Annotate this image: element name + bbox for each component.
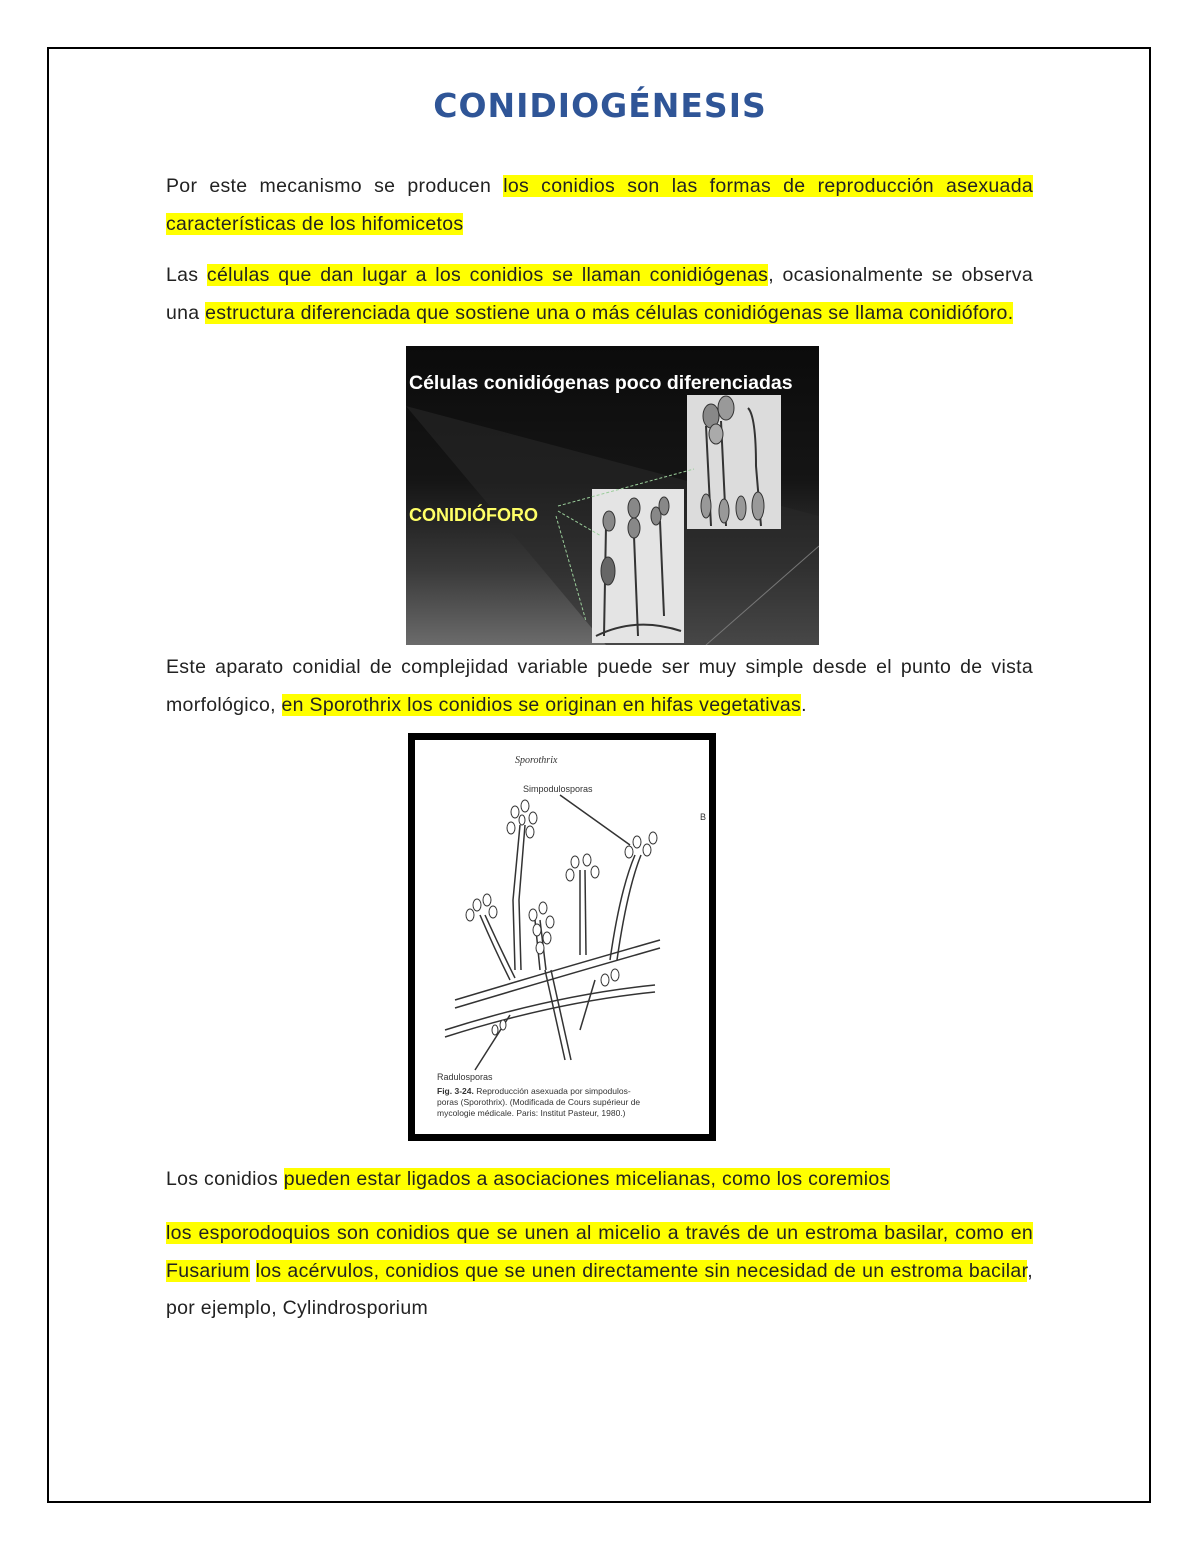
figure-2-caption-line-2: poras (Sporothrix). (Modificada de Cours supérieur de bbox=[437, 1097, 641, 1107]
p1-highlight: los conidios son las formas de reproducción asexuada características de los hifomicetos bbox=[166, 175, 1033, 235]
paragraph-4 bbox=[166, 1161, 1033, 1199]
p2-text-1: Las bbox=[166, 264, 207, 286]
figure-conidiogenous-cells bbox=[406, 346, 819, 645]
document-title: CONIDIOGÉNESIS bbox=[433, 86, 767, 125]
figure-1-label: CONIDIÓFORO bbox=[409, 505, 538, 525]
figure-2-caption-line-3: mycologie médicale. Paris: Institut Pasteur, 1980.) bbox=[437, 1108, 626, 1118]
figure-2-caption-line-1: Fig. 3-24. Reproducción asexuada por simpodulos- bbox=[437, 1086, 631, 1096]
figure-2-label-top: Simpodulosporas bbox=[523, 784, 593, 794]
figure-sporothrix bbox=[408, 733, 716, 1141]
figure-1-heading: Células conidiógenas poco diferenciadas bbox=[409, 372, 793, 394]
sporothrix-hyphae bbox=[445, 795, 660, 1070]
p5-highlight-2: los acérvulos, conidios que se unen directamente sin necesidad de un estroma bacilar bbox=[255, 1259, 1028, 1282]
p4-text: Los conidios bbox=[166, 1168, 284, 1190]
figure-2-label-bottom: Radulosporas bbox=[437, 1072, 493, 1082]
p3-text-1: Este aparato conidial de complejidad variable puede ser muy simple desde el punto de vista morfológico, bbox=[166, 656, 1033, 716]
p2-highlight-1: células que dan lugar a los conidios se llaman conidiógenas bbox=[206, 264, 769, 286]
drawing-lower bbox=[592, 489, 684, 643]
paragraph-3 bbox=[166, 649, 1033, 724]
p3-highlight: en Sporothrix los conidios se originan en hifas vegetativas bbox=[281, 693, 802, 716]
p2-text-3: . bbox=[1007, 301, 1014, 324]
paragraph-1 bbox=[166, 168, 1033, 243]
p1-text: Por este mecanismo se producen bbox=[166, 175, 504, 197]
p5-text-1 bbox=[250, 1260, 256, 1282]
figure-1-illustration bbox=[406, 346, 819, 645]
drawing-upper bbox=[687, 395, 781, 529]
p2-highlight-2: estructura diferenciada que sostiene una o más células conidiógenas se llama conidióforo bbox=[205, 301, 1008, 324]
figure-2-genus: Sporothrix bbox=[515, 755, 558, 766]
p2-text-2: , ocasionalmente se observa una bbox=[166, 264, 1034, 324]
p4-highlight: pueden estar ligados a asociaciones micelianas, como los coremios bbox=[283, 1168, 890, 1190]
p5-text-2: , por ejemplo, Cylindrosporium bbox=[166, 1259, 1034, 1319]
p3-text-2: . bbox=[801, 693, 807, 716]
paragraph-5 bbox=[166, 1215, 1033, 1328]
paragraph-2 bbox=[166, 257, 1033, 332]
figure-2-illustration bbox=[415, 740, 709, 1134]
p5-highlight-1: los esporodoquios son conidios que se unen al micelio a través de un estroma basilar, como en Fusarium bbox=[166, 1222, 1033, 1282]
figure-2-side-mark: B bbox=[700, 812, 707, 822]
